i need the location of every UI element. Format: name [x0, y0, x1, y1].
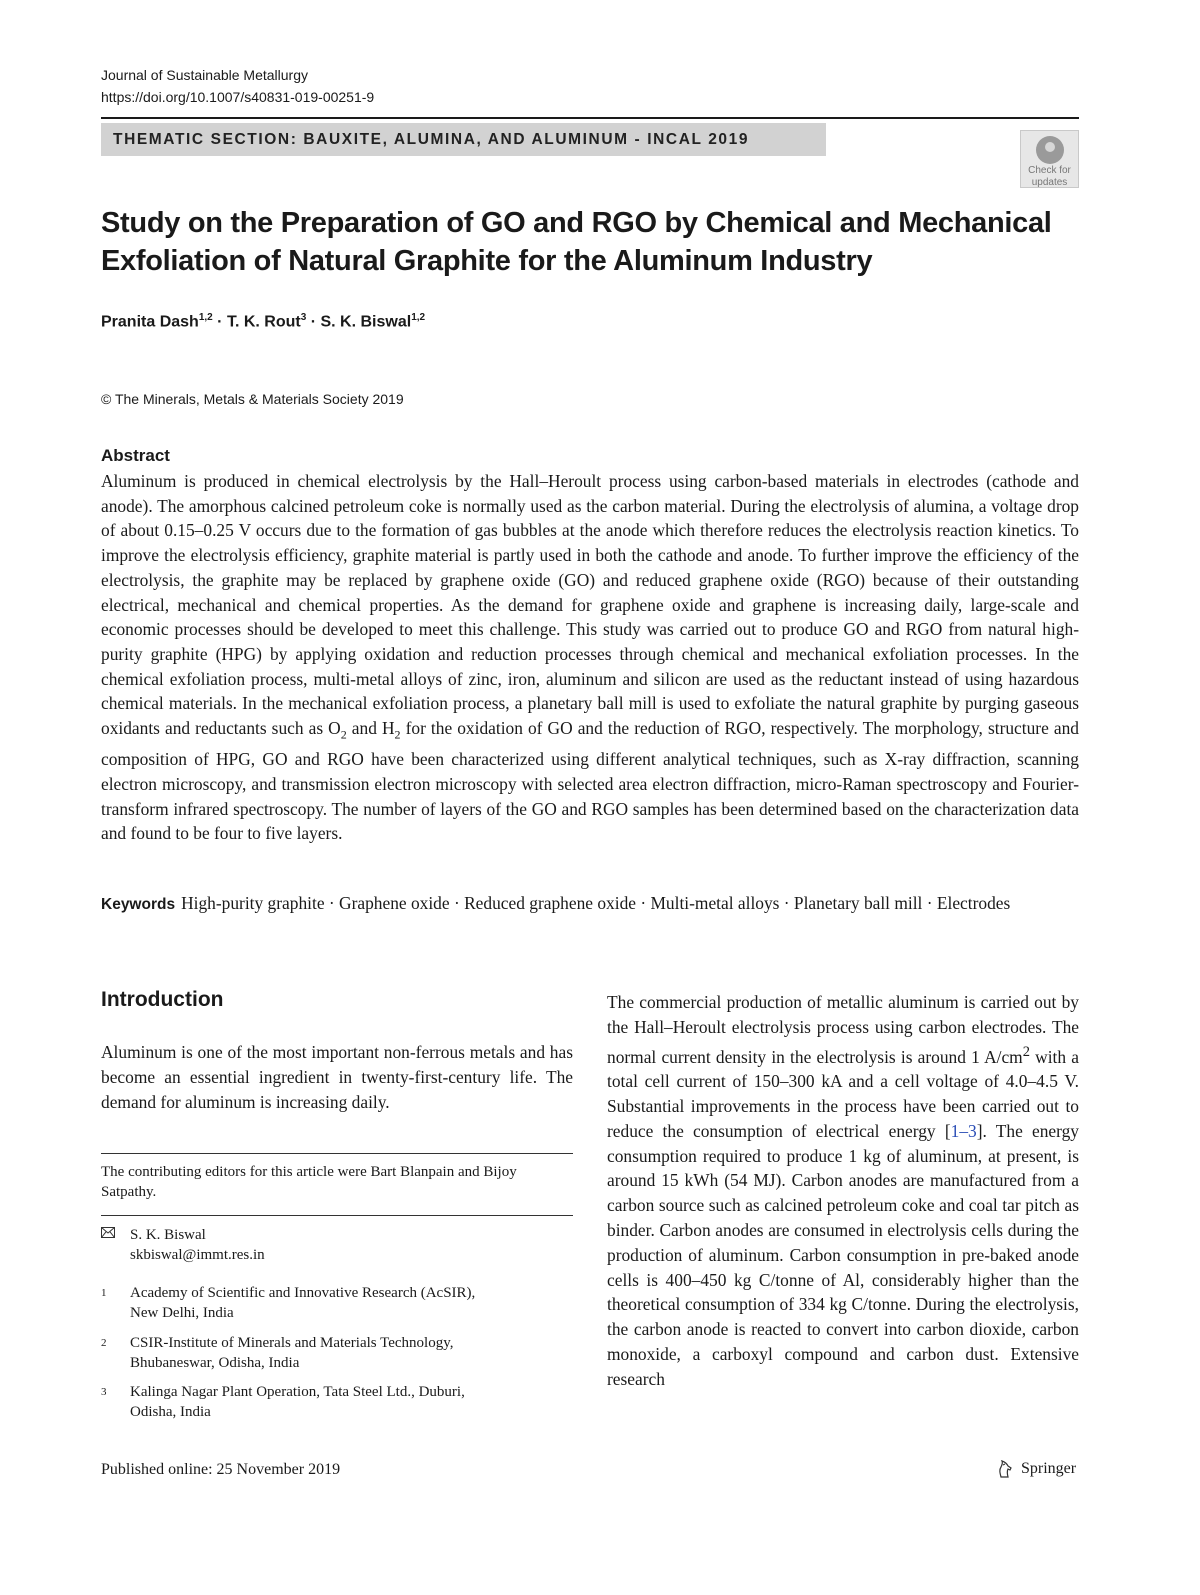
springer-horse-icon [995, 1459, 1015, 1479]
author-affiliation: 1,2 [411, 312, 426, 323]
publisher-logo [995, 1459, 1076, 1479]
corresponding-name: S. K. Biswal [130, 1227, 206, 1243]
author-affiliation: 3 [300, 312, 307, 323]
author-affiliation: 1,2 [198, 312, 213, 323]
author-name[interactable]: S. K. Biswal [320, 313, 412, 331]
journal-header [101, 64, 374, 108]
affiliation-mark: 1 [101, 1287, 107, 1299]
abstract-heading: Abstract [101, 446, 170, 465]
author-separator: · [306, 313, 321, 331]
copyright-notice: © The Minerals, Metals & Materials Society 2019 [101, 391, 404, 407]
footnote-rule [101, 1215, 573, 1216]
affiliation-item: 1 Academy of Scientific and Innovative Research (AcSIR), New Delhi, India [101, 1285, 476, 1321]
published-date: Published online: 25 November 2019 [101, 1461, 341, 1478]
footnote-rule [101, 1153, 573, 1154]
check-text-line2: updates [1031, 177, 1068, 188]
journal-name: Journal of Sustainable Metallurgy [101, 67, 309, 83]
header-rule [101, 117, 1079, 119]
affiliation-mark: 3 [101, 1386, 107, 1398]
citation-link[interactable]: 1 [950, 1120, 960, 1141]
author-name[interactable]: T. K. Rout [226, 313, 301, 331]
keywords [101, 891, 1079, 917]
citation-link[interactable]: 3 [968, 1120, 977, 1141]
affiliation-item: 3 Kalinga Nagar Plant Operation, Tata Steel Ltd., Duburi, Odisha, India [101, 1384, 465, 1420]
keywords-label: Keywords [101, 896, 176, 913]
envelope-icon [101, 1225, 125, 1245]
publisher-name: Springer [1021, 1460, 1077, 1477]
body-text-right-column: The commercial production of metallic aluminum is carried out by the Hall–Heroult electrolysis process using carbon electrodes. The normal current density in the electrolysis is around 1 $A/cm^2$ with a total cell current of 150–300 kA and a cell voltage of 4.0–4.5 V. Substantial improvements in the process have been carried out to reduce the consumption of electrical energy [1–3]. The energy consumption required to produce 1 kg of aluminum, at present, is around 15 kWh (54 MJ). Carbon anodes are manufactured from a carbon source such as calcined petroleum coke and coal tar pitch as binder. Carbon anodes are consumed in electrolysis cells during the production of aluminum. Carbon consumption in pre-baked anode cells is 400–450 kg C/tonne of Al, considerably higher than the theoretical consumption of 334 kg C/tonne. During the electrolysis, the carbon anode is reacted to convert into carbon dioxide, carbon monoxide, a carboxyl compound and carbon dust. Extensive research [607, 992, 1079, 1389]
affiliation-mark: 2 [101, 1337, 107, 1349]
crossmark-icon [1036, 136, 1064, 164]
affiliation-item: 2 CSIR-Institute of Minerals and Materials Technology, Bhubaneswar, Odisha, India [101, 1335, 454, 1371]
author-list [101, 312, 425, 331]
editors-note: The contributing editors for this article were Bart Blanpain and Bijoy Satpathy. [101, 1164, 517, 1200]
author-name[interactable]: Pranita Dash [101, 313, 199, 331]
abstract-text: Aluminum is produced in chemical electrolysis by the Hall–Heroult process using carbon-based materials in electrodes (cathode and anode). The amorphous calcined petroleum coke is normally used as the carbon material. During the electrolysis of alumina, a voltage drop of about 0.15–0.25 V occurs due to the formation of gas bubbles at the anode which therefore reduces the electrolysis reaction kinetics. To improve the electrolysis efficiency, graphite material is partly used in both the cathode and anode. To further improve the efficiency of the electrolysis, the graphite may be replaced by graphene oxide (GO) and reduced graphene oxide (RGO) because of their outstanding electrical, mechanical and chemical properties. As the demand for graphene oxide and graphene is increasing daily, large-scale and economic processes should be developed to meet this challenge. This study was carried out to produce GO and RGO from natural high-purity graphite (HPG) by applying oxidation and reduction processes through chemical and mechanical exfoliation processes. In the chemical exfoliation process, multi-metal alloys of zinc, iron, aluminum and silicon are used as the reductant instead of using hazardous chemical materials. In the mechanical exfoliation process, a planetary ball mill is used to exfoliate the natural graphite by purging gaseous oxidants and reductants such as $O_2$ and $H_2$ for the oxidation of GO and the reduction of RGO, respectively. The morphology, structure and composition of HPG, GO and RGO have been characterized using different analytical techniques, such as X-ray diffraction, scanning electron microscopy, and transmission electron microscopy with selected area electron diffraction, micro-Raman spectroscopy and Fourier-transform infrared spectroscopy. The number of layers of the GO and RGO samples has been determined based on the characterization data and found to be four to five layers. [101, 471, 1079, 844]
introduction-heading: Introduction [101, 988, 224, 1011]
check-text-line1: Check for [1028, 165, 1071, 176]
corresponding-email[interactable]: skbiswal@immt.res.in [130, 1247, 265, 1263]
doi-link[interactable]: https://doi.org/10.1007/s40831-019-00251-9 [101, 89, 375, 105]
keywords-list: High-purity graphite · Graphene oxide · Reduced graphene oxide · Multi-metal alloys · Planetary ball mill · Electrodes [181, 893, 1011, 913]
introduction-text: Aluminum is one of the most important non-ferrous metals and has become an essential ingredient in twenty-first-century life. The demand for aluminum is increasing daily. [101, 1042, 573, 1112]
article-title: Study on the Preparation of GO and RGO by Chemical and Mechanical Exfoliation of Natural Graphite for the Aluminum Industry [101, 207, 1052, 277]
corresponding-author [101, 1225, 573, 1265]
check-for-updates-badge[interactable] [1020, 130, 1079, 188]
author-separator: · [212, 313, 227, 331]
thematic-section-banner: THEMATIC SECTION: BAUXITE, ALUMINA, AND ALUMINUM - INCAL 2019 [101, 123, 826, 156]
